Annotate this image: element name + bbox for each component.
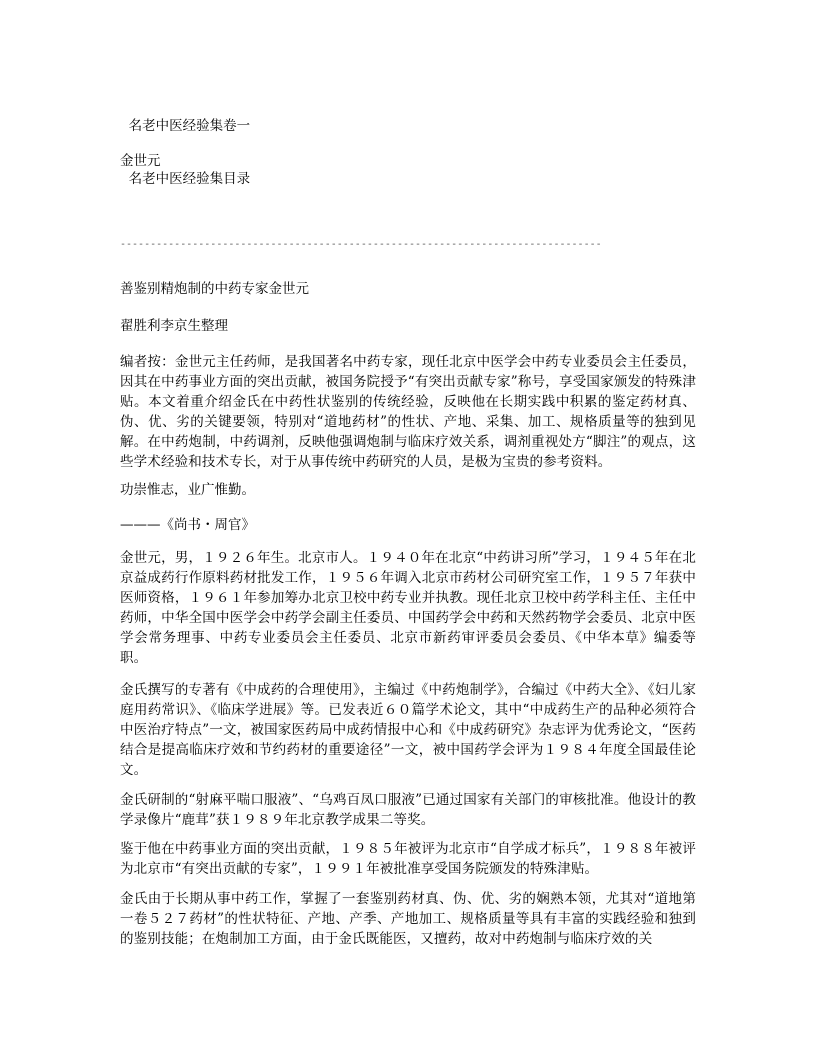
paragraph-research: 金氏研制的“射麻平喘口服液”、“乌鸡百凤口服液”已通过国家有关部门的审核批准。他设计的教学录像片“鹿茸”获１９８９年北京教学成果二等奖。: [120, 792, 696, 828]
paragraph-biography: 金世元，男，１９２６年生。北京市人。１９４０年在北京“中药讲习所”学习，１９４５年在北京益成药行作原料药材批发工作，１９５６年调入北京市药材公司研究室工作，１９５７年获中医师资格，１９６１年参加筹办北京卫校中药专业并执教。现任北京卫校中药学科主任、主任中药师，中华全国中医学会中药学会副主任委员、中国药学会中药和天然药物学会委员、北京中医学会常务理事、中药专业委员会主任委员、北京市新药审评委员会委员、《中华本草》编委等职。: [120, 550, 696, 666]
divider-line: --------------------------------------------------------------------------------: [120, 239, 602, 250]
paragraph-honors: 鉴于他在中药事业方面的突出贡献，１９８５年被评为北京市“自学成才标兵”，１９８８年被评为北京市“有突出贡献的专家”，１９９１年被批准享受国务院颁发的特殊津贴。: [120, 841, 696, 877]
article-title: 善鉴别精炮制的中药专家金世元: [120, 281, 309, 297]
editor-note: 编者按：金世元主任药师，是我国著名中药专家，现任北京中医学会中药专业委员会主任委员，因其在中药事业方面的突出贡献，被国务院授予“有突出贡献专家”称号，享受国家颁发的特殊津贴。本文着重介绍金氏在中药性状鉴别的传统经验，反映他在长期实践中积累的鉴定药材真、伪、优、劣的关键要领，特别对“道地药材”的性状、产地、采集、加工、规格质量等的独到见解。在中药炮制，中药调剂，反映他强调炮制与临床疗效关系，调剂重视处方“脚注”的观点，这些学术经验和技术专长，对于从事传统中药研究的人员，是极为宝贵的参考资料。: [120, 354, 696, 470]
paragraph-expertise: 金氏由于长期从事中药工作，掌握了一套鉴别药材真、伪、优、劣的娴熟本领，尤其对“道地第一卷５２７药材”的性状特征、产地、产季、产地加工、规格质量等具有丰富的实践经验和独到的鉴别技能；在炮制加工方面，由于金氏既能医，又擅药，故对中药炮制与临床疗效的关: [120, 891, 696, 947]
book-title: 名老中医经验集卷一: [120, 118, 251, 134]
author-name: 金世元: [120, 153, 161, 169]
article-compilers: 翟胜利李京生整理: [120, 318, 228, 334]
paragraph-publications: 金氏撰写的专著有《中成药的合理使用》，主编过《中药炮制学》，合编过《中药大全》、《妇儿家庭用药常识》、《临床学进展》等。已发表近６０篇学术论文，其中“中成药生产的品种必须符合中医治疗特点”一文，被国家医药局中成药情报中心和《中成药研究》杂志评为优秀论文，“医药结合是提高临床疗效和节约药材的重要途径”一文，被中国药学会评为１９８４年度全国最佳论文。: [120, 682, 696, 778]
toc-title: 名老中医经验集目录: [120, 171, 251, 187]
epigraph-quote: 功崇惟志，业广惟勤。: [120, 482, 255, 498]
epigraph-source: ———《尚书・周官》: [120, 517, 255, 533]
